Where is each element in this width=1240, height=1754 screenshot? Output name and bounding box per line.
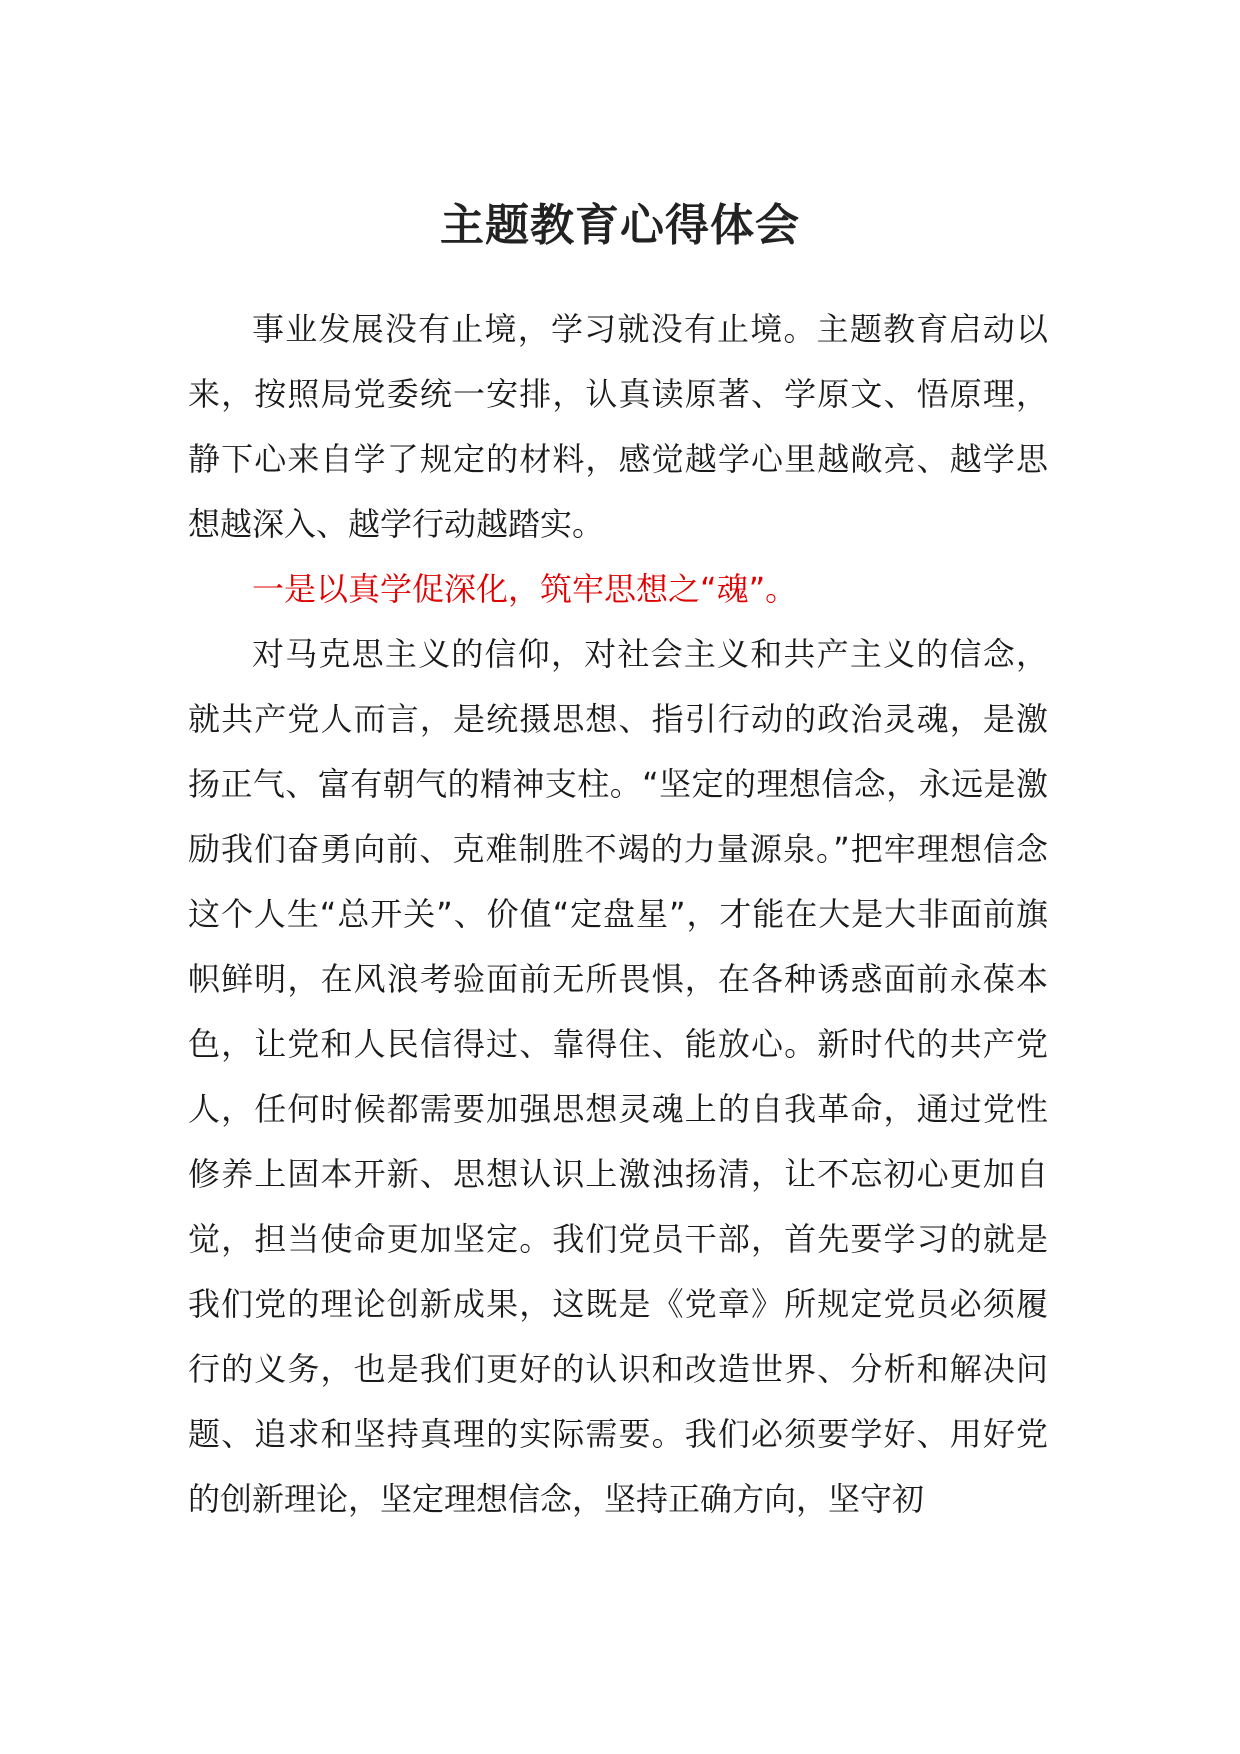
body-paragraph: 对马克思主义的信仰，对社会主义和共产主义的信念，就共产党人而言，是统摄思想、指引行动的政治灵魂，是激扬正气、富有朝气的精神支柱。“坚定的理想信念，永远是激励我们奋勇向前、克难制胜不竭的力量源泉。”把牢理想信念这个人生“总开关”、价值“定盘星”，才能在大是大非面前旗帜鲜明，在风浪考验面前无所畏惧，在各种诱惑面前永葆本色，让党和人民信得过、靠得住、能放心。新时代的共产党人，任何时候都需要加强思想灵魂上的自我革命，通过党性修养上固本开新、思想认识上激浊扬清，让不忘初心更加自觉，担当使命更加坚定。我们党员干部，首先要学习的就是我们党的理论创新成果，这既是《党章》所规定党员必须履行的义务，也是我们更好的认识和改造世界、分析和解决问题、追求和坚持真理的实际需要。我们必须要学好、用好党的创新理论，坚定理想信念，坚持正确方向，坚守初 bbox=[188, 635, 1048, 1518]
document-title: 主题教育心得体会 bbox=[440, 200, 800, 251]
document-body bbox=[188, 297, 1048, 1532]
section-heading: 一是以真学促深化，筑牢思想之“魂”。 bbox=[252, 570, 798, 608]
intro-paragraph: 事业发展没有止境，学习就没有止境。主题教育启动以来，按照局党委统一安排，认真读原著、学原文、悟原理，静下心来自学了规定的材料，感觉越学心里越敞亮、越学思想越深入、越学行动越踏实。 bbox=[188, 310, 1048, 543]
